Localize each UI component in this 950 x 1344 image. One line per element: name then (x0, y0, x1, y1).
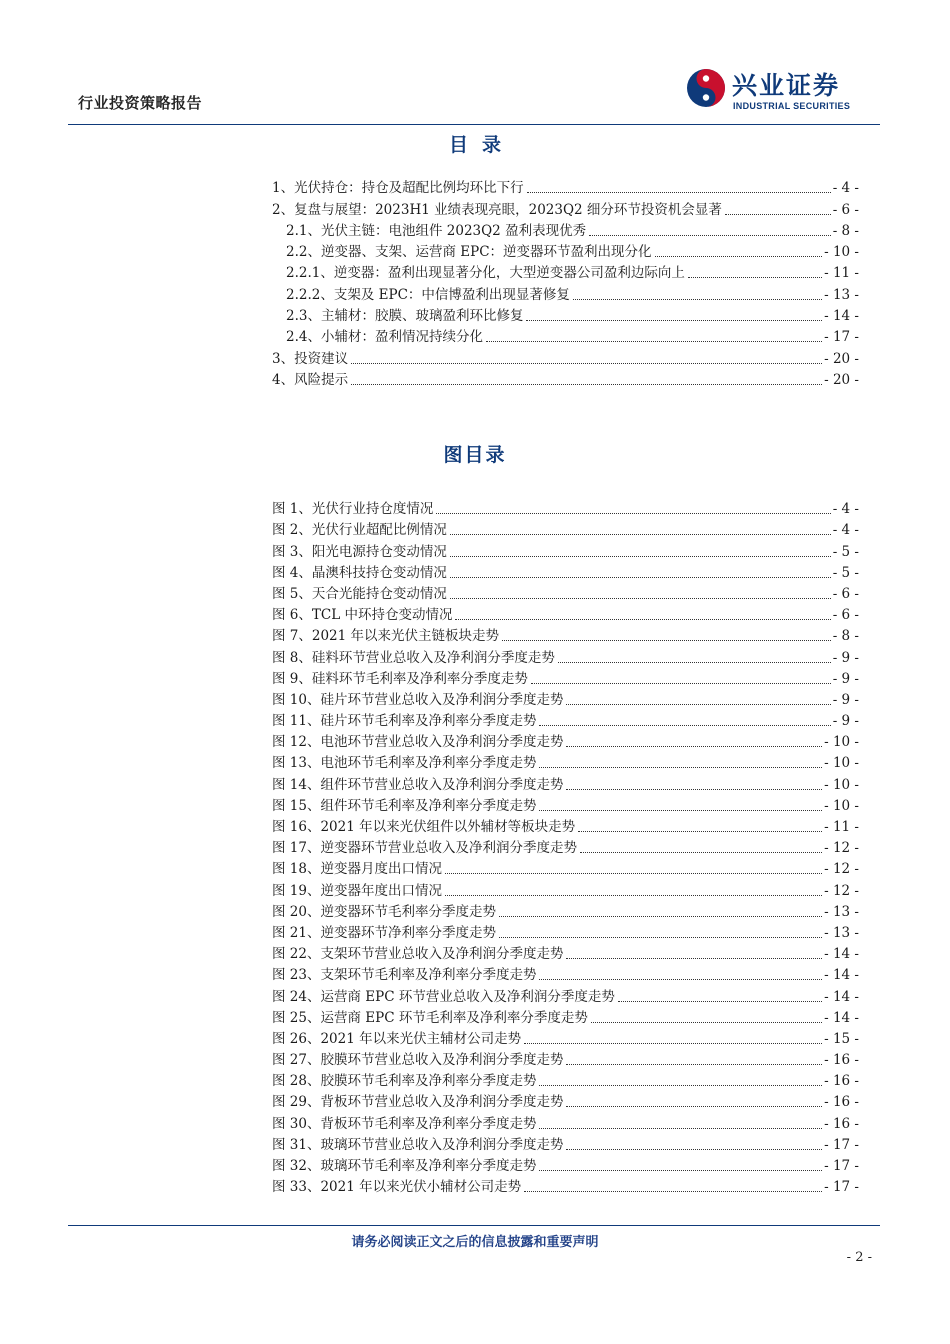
toc-entry-title: 2.3、主辅材：胶膜、玻璃盈利环比修复 (286, 308, 524, 325)
dot-leader (499, 916, 822, 917)
figure-entry-title: 图 20、逆变器环节毛利率分季度走势 (272, 903, 496, 920)
figure-entry-page: - 12 - (824, 861, 859, 878)
figure-entry[interactable] (272, 624, 859, 645)
figure-entry-page: - 4 - (832, 522, 859, 539)
figure-entry-title: 图 27、胶膜环节营业总收入及净利润分季度走势 (272, 1052, 564, 1069)
figure-entry-title: 图 26、2021 年以来光伏主辅材公司走势 (272, 1030, 522, 1047)
dot-leader (618, 1001, 822, 1002)
dot-leader (450, 556, 831, 557)
figure-entry[interactable] (272, 645, 859, 666)
figure-entry[interactable] (272, 1090, 859, 1111)
figure-entry-page: - 16 - (824, 1094, 859, 1111)
figure-entry-page: - 9 - (832, 670, 859, 687)
toc-entry-page: - 20 - (824, 350, 859, 367)
dot-leader (526, 320, 822, 321)
toc-entry[interactable] (272, 176, 859, 197)
figure-entry-title: 图 3、阳光电源持仓变动情况 (272, 543, 447, 560)
figure-entry-title: 图 16、2021 年以来光伏组件以外辅材等板块走势 (272, 819, 576, 835)
toc-entry[interactable] (272, 325, 859, 346)
dot-leader (524, 1043, 822, 1044)
dot-leader (539, 725, 830, 726)
dot-leader (502, 640, 831, 641)
dot-leader (558, 662, 831, 663)
dot-leader (445, 873, 822, 874)
footer-divider (68, 1225, 880, 1226)
figure-entry[interactable] (272, 1154, 859, 1175)
figure-entry-page: - 16 - (824, 1052, 859, 1069)
toc-entry-title: 2、复盘与展望：2023H1 业绩表现亮眼，2023Q2 细分环节投资机会显著 (272, 201, 722, 218)
brand-logo (686, 66, 876, 118)
figure-entry[interactable] (272, 497, 859, 518)
toc-entry[interactable] (272, 304, 859, 325)
dot-leader (524, 1191, 822, 1192)
figure-entry[interactable] (272, 582, 859, 603)
figure-entry[interactable] (272, 1027, 859, 1048)
dot-leader (527, 192, 831, 193)
dot-leader (531, 683, 831, 684)
figure-entry[interactable] (272, 730, 859, 751)
figure-entry[interactable] (272, 815, 859, 836)
figure-entry-page: - 14 - (824, 988, 859, 1005)
figure-entry[interactable] (272, 984, 859, 1005)
dot-leader (445, 895, 822, 896)
report-type-label: 行业投资策略报告 (78, 94, 203, 112)
figure-entry-title: 图 14、组件环节营业总收入及净利润分季度走势 (272, 776, 564, 793)
figure-entry-title: 图 23、支架环节毛利率及净利率分季度走势 (272, 967, 537, 984)
figure-entry-title: 图 33、2021 年以来光伏小辅材公司走势 (272, 1179, 522, 1196)
figure-entry[interactable] (272, 1006, 859, 1027)
figure-entry[interactable] (272, 1111, 859, 1132)
dot-leader (566, 1149, 822, 1150)
figure-entry-title: 图 11、硅片环节毛利率及净利率分季度走势 (272, 713, 537, 730)
toc-entry-page: - 17 - (824, 329, 859, 346)
figure-entry-title: 图 6、TCL 中环持仓变动情况 (272, 607, 453, 624)
figure-entry[interactable] (272, 772, 859, 793)
figure-entry-title: 图 15、组件环节毛利率及净利率分季度走势 (272, 797, 537, 814)
dot-leader (688, 277, 822, 278)
figure-entry-page: - 17 - (824, 1158, 859, 1174)
figure-entry-title: 图 22、支架环节营业总收入及净利润分季度走势 (272, 946, 564, 963)
figure-entry-title: 图 29、背板环节营业总收入及净利润分季度走势 (272, 1094, 564, 1111)
dot-leader (566, 1106, 822, 1107)
figure-entry-page: - 14 - (824, 1009, 859, 1026)
figure-entry[interactable] (272, 794, 859, 815)
figure-entry-title: 图 9、硅料环节毛利率及净利率分季度走势 (272, 670, 528, 687)
figure-entry-title: 图 21、逆变器环节净利率分季度走势 (272, 924, 496, 941)
figure-entry-page: - 5 - (832, 543, 859, 560)
dot-leader (539, 810, 822, 811)
dot-leader (591, 1022, 822, 1023)
figure-entry[interactable] (272, 1069, 859, 1090)
toc-entry-page: - 4 - (832, 180, 859, 197)
figure-entry-page: - 17 - (824, 1179, 859, 1196)
toc-entry[interactable] (272, 261, 859, 282)
figure-entry-page: - 17 - (824, 1136, 859, 1153)
figure-entry-page: - 6 - (832, 607, 859, 624)
dot-leader (539, 1128, 822, 1129)
figure-entry-title: 图 18、逆变器月度出口情况 (272, 861, 442, 878)
dot-leader (450, 577, 831, 578)
figure-entry-page: - 11 - (824, 819, 859, 835)
toc-entry-title: 2.1、光伏主链：电池组件 2023Q2 盈利表现优秀 (286, 222, 587, 239)
dot-leader (539, 767, 822, 768)
dot-leader (655, 256, 823, 257)
figure-entry-title: 图 2、光伏行业超配比例情况 (272, 522, 447, 539)
figure-entry-page: - 12 - (824, 882, 859, 899)
page-number: - 2 - (846, 1250, 872, 1265)
figure-entry-page: - 16 - (824, 1115, 859, 1132)
figure-entry-page: - 13 - (824, 924, 859, 941)
dot-leader (351, 363, 822, 364)
figure-entry-page: - 4 - (832, 501, 859, 518)
figure-list-title: 图目录 (443, 444, 507, 466)
toc-entry-page: - 10 - (824, 244, 859, 261)
figure-entry-title: 图 19、逆变器年度出口情况 (272, 882, 442, 899)
figure-entry[interactable] (272, 518, 859, 539)
dot-leader (436, 513, 830, 514)
logo-english-name: INDUSTRIAL SECURITIES (733, 101, 851, 111)
dot-leader (589, 235, 831, 236)
figure-entry[interactable] (272, 942, 859, 963)
figure-entry-page: - 10 - (824, 755, 859, 772)
dot-leader (486, 341, 822, 342)
figure-entry-page: - 15 - (824, 1030, 859, 1047)
figure-entry-page: - 10 - (824, 776, 859, 793)
figure-entry[interactable] (272, 857, 859, 878)
toc-entry-title: 3、投资建议 (272, 350, 349, 367)
figure-entry[interactable] (272, 963, 859, 984)
figure-entry-page: - 10 - (824, 734, 859, 751)
figure-entry[interactable] (272, 561, 859, 582)
figure-entry[interactable] (272, 900, 859, 921)
figure-entry-page: - 5 - (832, 564, 859, 581)
dot-leader (566, 789, 822, 790)
figure-entry-page: - 14 - (824, 967, 859, 984)
dot-leader (450, 598, 831, 599)
figure-entry[interactable] (272, 836, 859, 857)
figure-entry-title: 图 8、硅料环节营业总收入及净利润分季度走势 (272, 649, 555, 666)
dot-leader (539, 979, 822, 980)
toc-entry[interactable] (272, 346, 859, 367)
dot-leader (580, 852, 822, 853)
figure-entry-page: - 9 - (832, 649, 859, 666)
figure-entry-page: - 9 - (832, 691, 859, 708)
dot-leader (725, 214, 831, 215)
footer-disclaimer: 请务必阅读正文之后的信息披露和重要声明 (351, 1235, 599, 1250)
figure-entry[interactable] (272, 921, 859, 942)
figure-entry-title: 图 1、光伏行业持仓度情况 (272, 501, 434, 518)
toc-entry-page: - 13 - (824, 286, 859, 303)
dot-leader (539, 1170, 822, 1171)
dot-leader (573, 299, 822, 300)
toc-entry[interactable] (272, 197, 859, 218)
figure-entry-page: - 8 - (832, 628, 859, 645)
toc-entry-title: 2.2.2、支架及 EPC：中信博盈利出现显著修复 (286, 286, 570, 303)
figure-entry-page: - 16 - (824, 1073, 859, 1090)
figure-entry-title: 图 5、天合光能持仓变动情况 (272, 585, 447, 602)
figure-entry[interactable] (272, 1048, 859, 1069)
figure-entry-title: 图 32、玻璃环节毛利率及净利率分季度走势 (272, 1158, 537, 1174)
toc-entry-title: 2.2.1、逆变器：盈利出现显著分化，大型逆变器公司盈利边际向上 (286, 265, 685, 282)
figure-entry-title: 图 30、背板环节毛利率及净利率分季度走势 (272, 1115, 537, 1132)
figure-entry-title: 图 7、2021 年以来光伏主链板块走势 (272, 628, 500, 645)
figure-entry-title: 图 13、电池环节毛利率及净利率分季度走势 (272, 755, 537, 772)
toc-entry[interactable] (272, 282, 859, 303)
figure-entry[interactable] (272, 539, 859, 560)
figure-entry-title: 图 25、运营商 EPC 环节毛利率及净利率分季度走势 (272, 1009, 588, 1026)
logo-swirl-icon (686, 68, 726, 108)
dot-leader (566, 704, 830, 705)
toc-entry[interactable] (272, 219, 859, 240)
toc-entry-page: - 6 - (832, 201, 859, 218)
toc-entry-title: 2.4、小辅材：盈利情况持续分化 (286, 329, 483, 346)
toc-entry[interactable] (272, 240, 859, 261)
figure-entry-title: 图 12、电池环节营业总收入及净利润分季度走势 (272, 734, 564, 751)
toc-entry[interactable] (272, 368, 859, 389)
dot-leader (566, 958, 822, 959)
figure-entry-title: 图 28、胶膜环节毛利率及净利率分季度走势 (272, 1073, 537, 1090)
logo-chinese-name: 兴业证券 (732, 71, 841, 100)
dot-leader (499, 937, 822, 938)
figure-entry-page: - 6 - (832, 585, 859, 602)
figure-entry-page: - 14 - (824, 946, 859, 963)
toc-entry-page: - 11 - (824, 265, 859, 282)
figure-entry[interactable] (272, 709, 859, 730)
figure-entry[interactable] (272, 603, 859, 624)
toc-title: 目录 (448, 134, 515, 156)
toc-entry-title: 1、光伏持仓：持仓及超配比例均环比下行 (272, 180, 524, 197)
toc-entry-page: - 14 - (824, 308, 859, 325)
dot-leader (566, 746, 822, 747)
figure-entry[interactable] (272, 878, 859, 899)
toc-entry-title: 2.2、逆变器、支架、运营商 EPC：逆变器环节盈利出现分化 (286, 244, 652, 261)
toc-entry-title: 4、风险提示 (272, 371, 349, 388)
figure-entry-page: - 13 - (824, 903, 859, 920)
figure-entry[interactable] (272, 751, 859, 772)
figure-entry-title: 图 24、运营商 EPC 环节营业总收入及净利润分季度走势 (272, 988, 615, 1005)
figure-entry-page: - 9 - (832, 713, 859, 730)
figure-entry-title: 图 31、玻璃环节营业总收入及净利润分季度走势 (272, 1136, 564, 1153)
header-divider (68, 124, 880, 125)
dot-leader (566, 1064, 822, 1065)
figure-entry-title: 图 10、硅片环节营业总收入及净利润分季度走势 (272, 691, 564, 708)
dot-leader (455, 619, 830, 620)
toc-list (272, 176, 859, 389)
figure-entry[interactable] (272, 688, 859, 709)
figure-entry[interactable] (272, 1175, 859, 1196)
toc-entry-page: - 20 - (824, 371, 859, 388)
dot-leader (450, 534, 831, 535)
figure-entry-title: 图 4、晶澳科技持仓变动情况 (272, 564, 447, 581)
toc-entry-page: - 8 - (832, 222, 859, 239)
figure-entry-title: 图 17、逆变器环节营业总收入及净利润分季度走势 (272, 840, 577, 857)
dot-leader (578, 831, 822, 832)
figure-list (272, 497, 859, 1196)
figure-entry-page: - 10 - (824, 797, 859, 814)
dot-leader (351, 384, 822, 385)
figure-entry-page: - 12 - (824, 840, 859, 857)
figure-entry[interactable] (272, 1133, 859, 1154)
figure-entry[interactable] (272, 667, 859, 688)
dot-leader (539, 1085, 822, 1086)
